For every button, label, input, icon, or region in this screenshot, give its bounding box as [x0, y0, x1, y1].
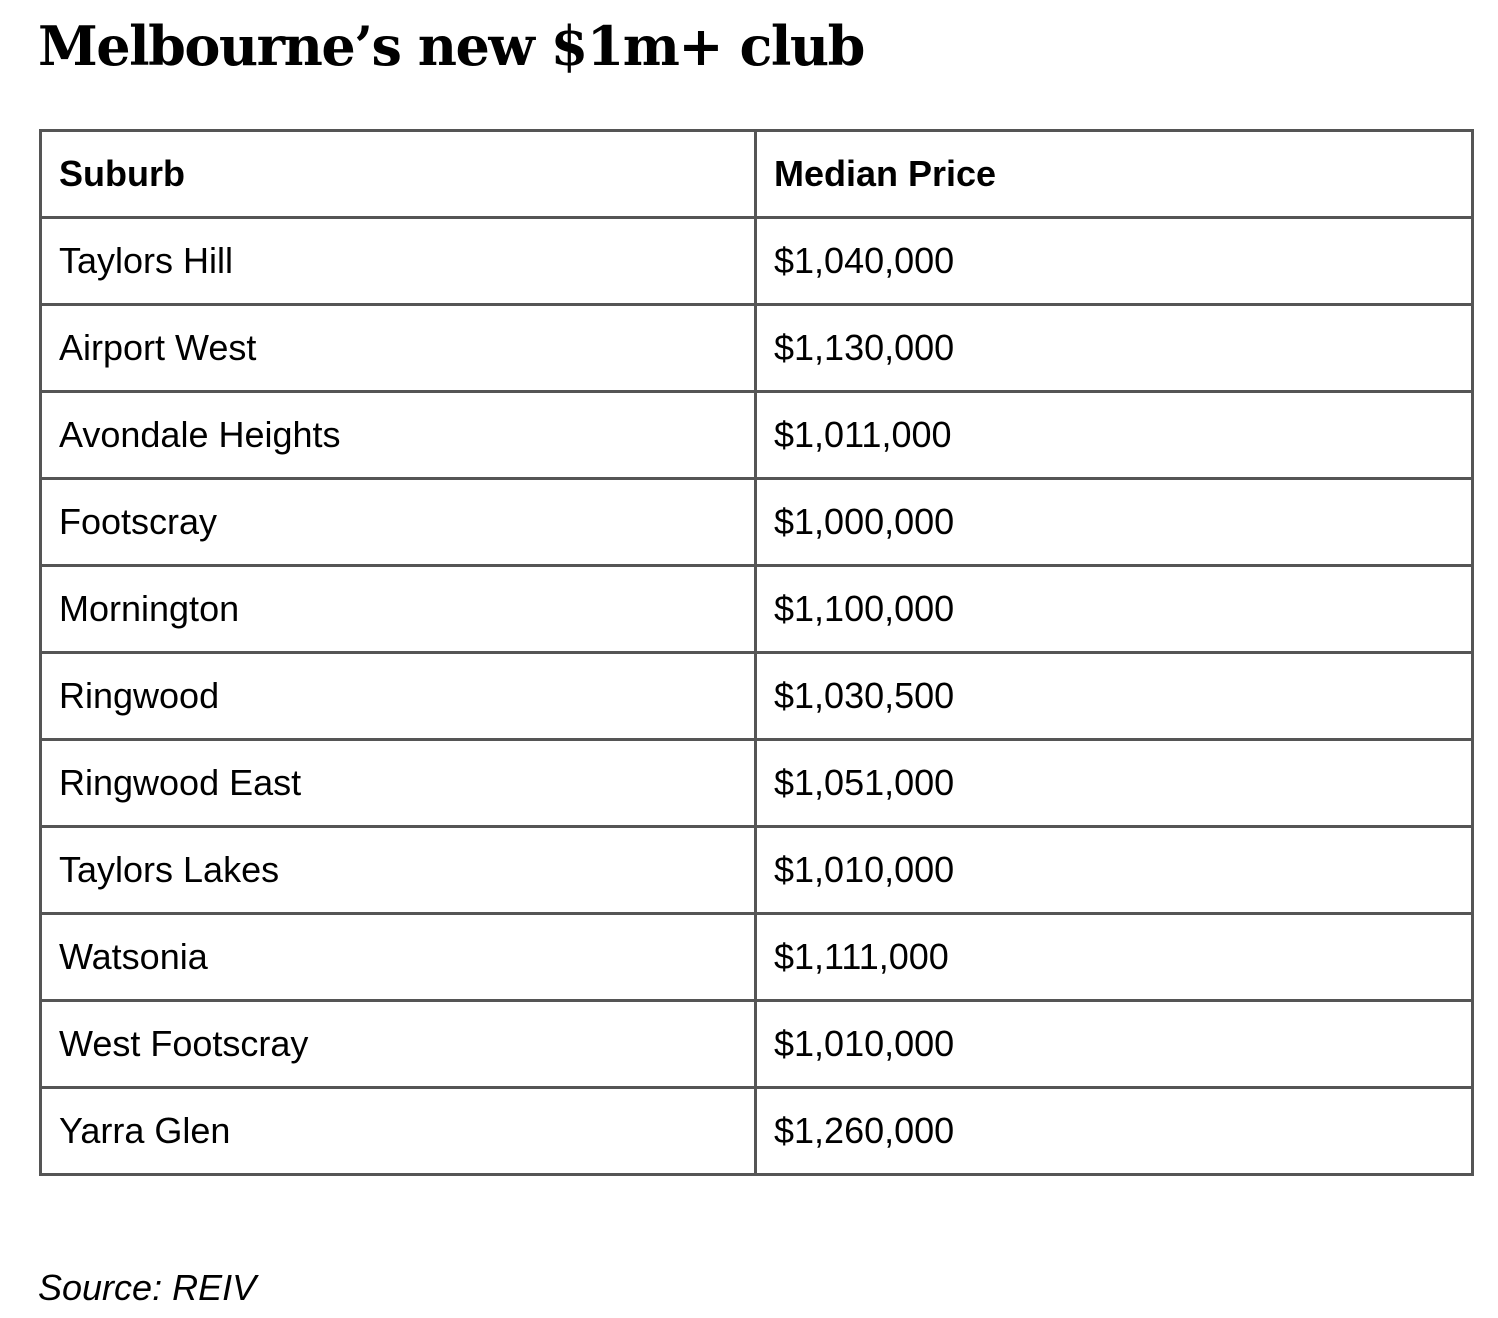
table-row — [41, 740, 1473, 827]
table-row — [41, 653, 1473, 740]
median-price-cell: $1,100,000 — [756, 566, 1473, 653]
table-row — [41, 827, 1473, 914]
median-price-cell: $1,000,000 — [756, 479, 1473, 566]
median-price-cell: $1,111,000 — [756, 914, 1473, 1001]
table-row — [41, 1001, 1473, 1088]
suburb-cell: West Footscray — [41, 1001, 756, 1088]
suburb-cell: Yarra Glen — [41, 1088, 756, 1175]
suburb-cell: Taylors Hill — [41, 218, 756, 305]
median-price-cell: $1,030,500 — [756, 653, 1473, 740]
median-price-table — [39, 129, 1474, 1176]
table-row — [41, 392, 1473, 479]
suburb-cell: Footscray — [41, 479, 756, 566]
table-row — [41, 566, 1473, 653]
suburb-cell: Mornington — [41, 566, 756, 653]
table-body — [41, 218, 1473, 1175]
median-price-cell: $1,130,000 — [756, 305, 1473, 392]
table-row — [41, 1088, 1473, 1175]
suburb-cell: Watsonia — [41, 914, 756, 1001]
table-row — [41, 218, 1473, 305]
table-header-row — [41, 131, 1473, 218]
median-price-cell: $1,260,000 — [756, 1088, 1473, 1175]
table-row — [41, 479, 1473, 566]
median-price-cell: $1,011,000 — [756, 392, 1473, 479]
column-header-suburb: Suburb — [41, 131, 756, 218]
suburb-cell: Airport West — [41, 305, 756, 392]
suburb-cell: Avondale Heights — [41, 392, 756, 479]
suburb-cell: Ringwood — [41, 653, 756, 740]
table-row — [41, 305, 1473, 392]
median-price-cell: $1,010,000 — [756, 1001, 1473, 1088]
column-header-median-price: Median Price — [756, 131, 1473, 218]
suburb-cell: Ringwood East — [41, 740, 756, 827]
median-price-cell: $1,051,000 — [756, 740, 1473, 827]
table-row — [41, 914, 1473, 1001]
table-title: Melbourne’s new $1m+ club — [38, 14, 864, 78]
source-note: Source: REIV — [38, 1267, 257, 1308]
median-price-cell: $1,040,000 — [756, 218, 1473, 305]
median-price-cell: $1,010,000 — [756, 827, 1473, 914]
suburb-cell: Taylors Lakes — [41, 827, 756, 914]
